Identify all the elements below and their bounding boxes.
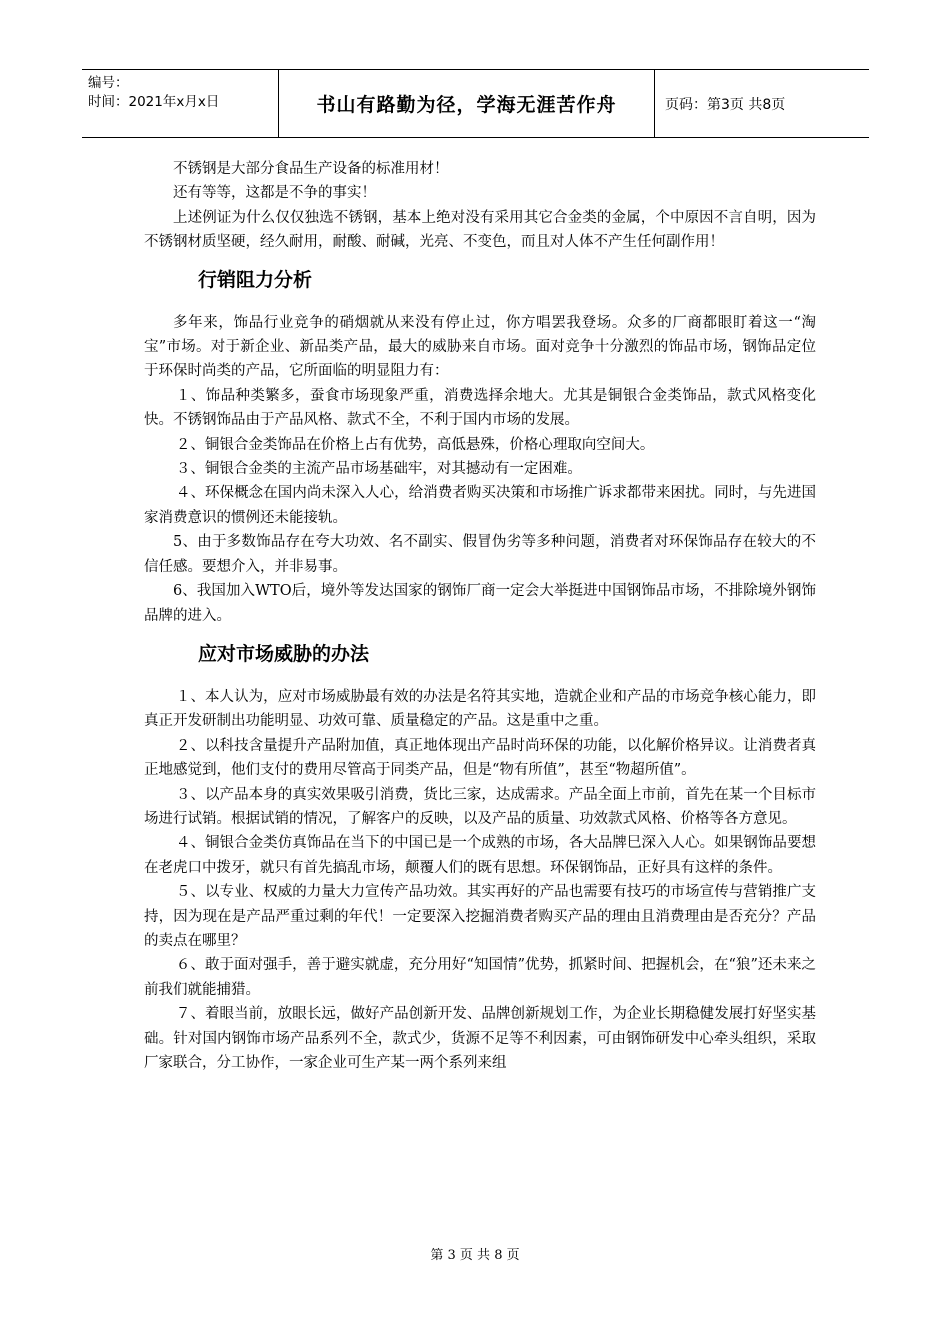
- body-paragraph: ５、以专业、权威的力量大力宣传产品功效。其实再好的产品也需要有技巧的市场宣传与营销推广支持，因为现在是产品严重过剩的年代！一定要深入挖掘消费者购买产品的理由且消费理由是否充分？产品的卖点在哪里？: [144, 884, 816, 949]
- document-body: [144, 157, 816, 1075]
- body-paragraph: 6、我国加入WTO后，境外等发达国家的钢饰厂商一定会大举挺进中国钢饰品市场，不排除境外钢饰品牌的进入。: [144, 583, 816, 624]
- intro-paragraph: 上述例证为什么仅仅独选不锈钢，基本上绝对没有采用其它合金类的金属，个中原因不言自明，因为不锈钢材质坚硬，经久耐用，耐酸、耐碱，光亮、不变色，而且对人体不产生任何副作用！: [144, 209, 816, 251]
- body-paragraph: ７、着眼当前，放眼长远，做好产品创新开发、品牌创新规划工作，为企业长期稳健发展打好坚实基础。针对国内钢饰市场产品系列不全，款式少，货源不足等不利因素，可由钢饰研发中心牵头组织，采取厂家联合，分工协作，一家企业可生产某一两个系列来组: [144, 1006, 816, 1071]
- intro-paragraph: 还有等等，这都是不争的事实！: [173, 185, 376, 202]
- intro-paragraph: 不锈钢是大部分食品生产设备的标准用材！: [173, 161, 449, 177]
- body-paragraph: 多年来，饰品行业竞争的硝烟就从来没有停止过，你方唱罢我登场。众多的厂商都眼盯着这一“淘宝”市场。对于新企业、新品类产品，最大的威胁来自市场。面对竞争十分激烈的饰品市场，钢饰品定位于环保时尚类的产品，它所面临的明显阻力有：: [144, 314, 816, 380]
- page-footer: 第 3 页 共 8 页: [430, 1248, 520, 1263]
- body-paragraph: １、本人认为，应对市场威胁最有效的办法是名符其实地，造就企业和产品的市场竞争核心能力，即真正开发研制出功能明显、功效可靠、质量稳定的产品。这是重中之重。: [144, 688, 816, 730]
- doc-time-label: 时间：2021年x月x日: [88, 94, 220, 110]
- body-paragraph: ４、环保概念在国内尚未深入人心，给消费者购买决策和市场推广诉求都带来困扰。同时，与先进国家消费意识的惯例还未能接轨。: [144, 485, 816, 526]
- header-meta: [82, 70, 279, 137]
- doc-code-label: 编号：: [88, 75, 129, 91]
- header-page-info: 页码：第3页 共8页: [665, 96, 786, 113]
- header-motto: 书山有路勤为径，学海无涯苦作舟: [279, 70, 655, 137]
- body-paragraph: ２、铜银合金类饰品在价格上占有优势，高低悬殊，价格心理取向空间大。: [175, 436, 655, 453]
- body-paragraph: ６、敢于面对强手，善于避实就虚，充分用好“知国情”优势，抓紧时间、把握机会，在“狼”还未来之前我们就能捕猎。: [144, 957, 816, 998]
- body-paragraph: ３、铜银合金类的主流产品市场基础牢，对其撼动有一定困难。: [175, 461, 582, 478]
- body-paragraph: 5、由于多数饰品存在夸大功效、名不副实、假冒伪劣等多种问题，消费者对环保饰品存在较大的不信任感。要想介入，并非易事。: [144, 534, 816, 575]
- section-heading-resistance: 行销阻力分析: [198, 268, 313, 291]
- page-header: [82, 69, 869, 138]
- body-paragraph: １、饰品种类繁多，蚕食市场现象严重，消费选择余地大。尤其是铜银合金类饰品，款式风格变化快。不锈钢饰品由于产品风格、款式不全，不利于国内市场的发展。: [144, 387, 816, 429]
- body-paragraph: ２、以科技含量提升产品附加值，真正地体现出产品时尚环保的功能，以化解价格异议。让消费者真正地感觉到，他们支付的费用尽管高于同类产品，但是“物有所值”，甚至“物超所值”。: [144, 737, 816, 779]
- section-heading-countermeasures: 应对市场威胁的办法: [198, 642, 370, 665]
- body-paragraph: ４、铜银合金类仿真饰品在当下的中国已是一个成熟的市场，各大品牌巳深入人心。如果钢饰品要想在老虎口中拨牙，就只有首先搞乱市场，颠覆人们的既有思想。环保钢饰品，正好具有这样的条件。: [144, 835, 816, 876]
- body-paragraph: ３、以产品本身的真实效果吸引消费，货比三家，达成需求。产品全面上市前，首先在某一个目标市场进行试销。根据试销的情况，了解客户的反映，以及产品的质量、功效款式风格、价格等各方意见。: [144, 786, 816, 827]
